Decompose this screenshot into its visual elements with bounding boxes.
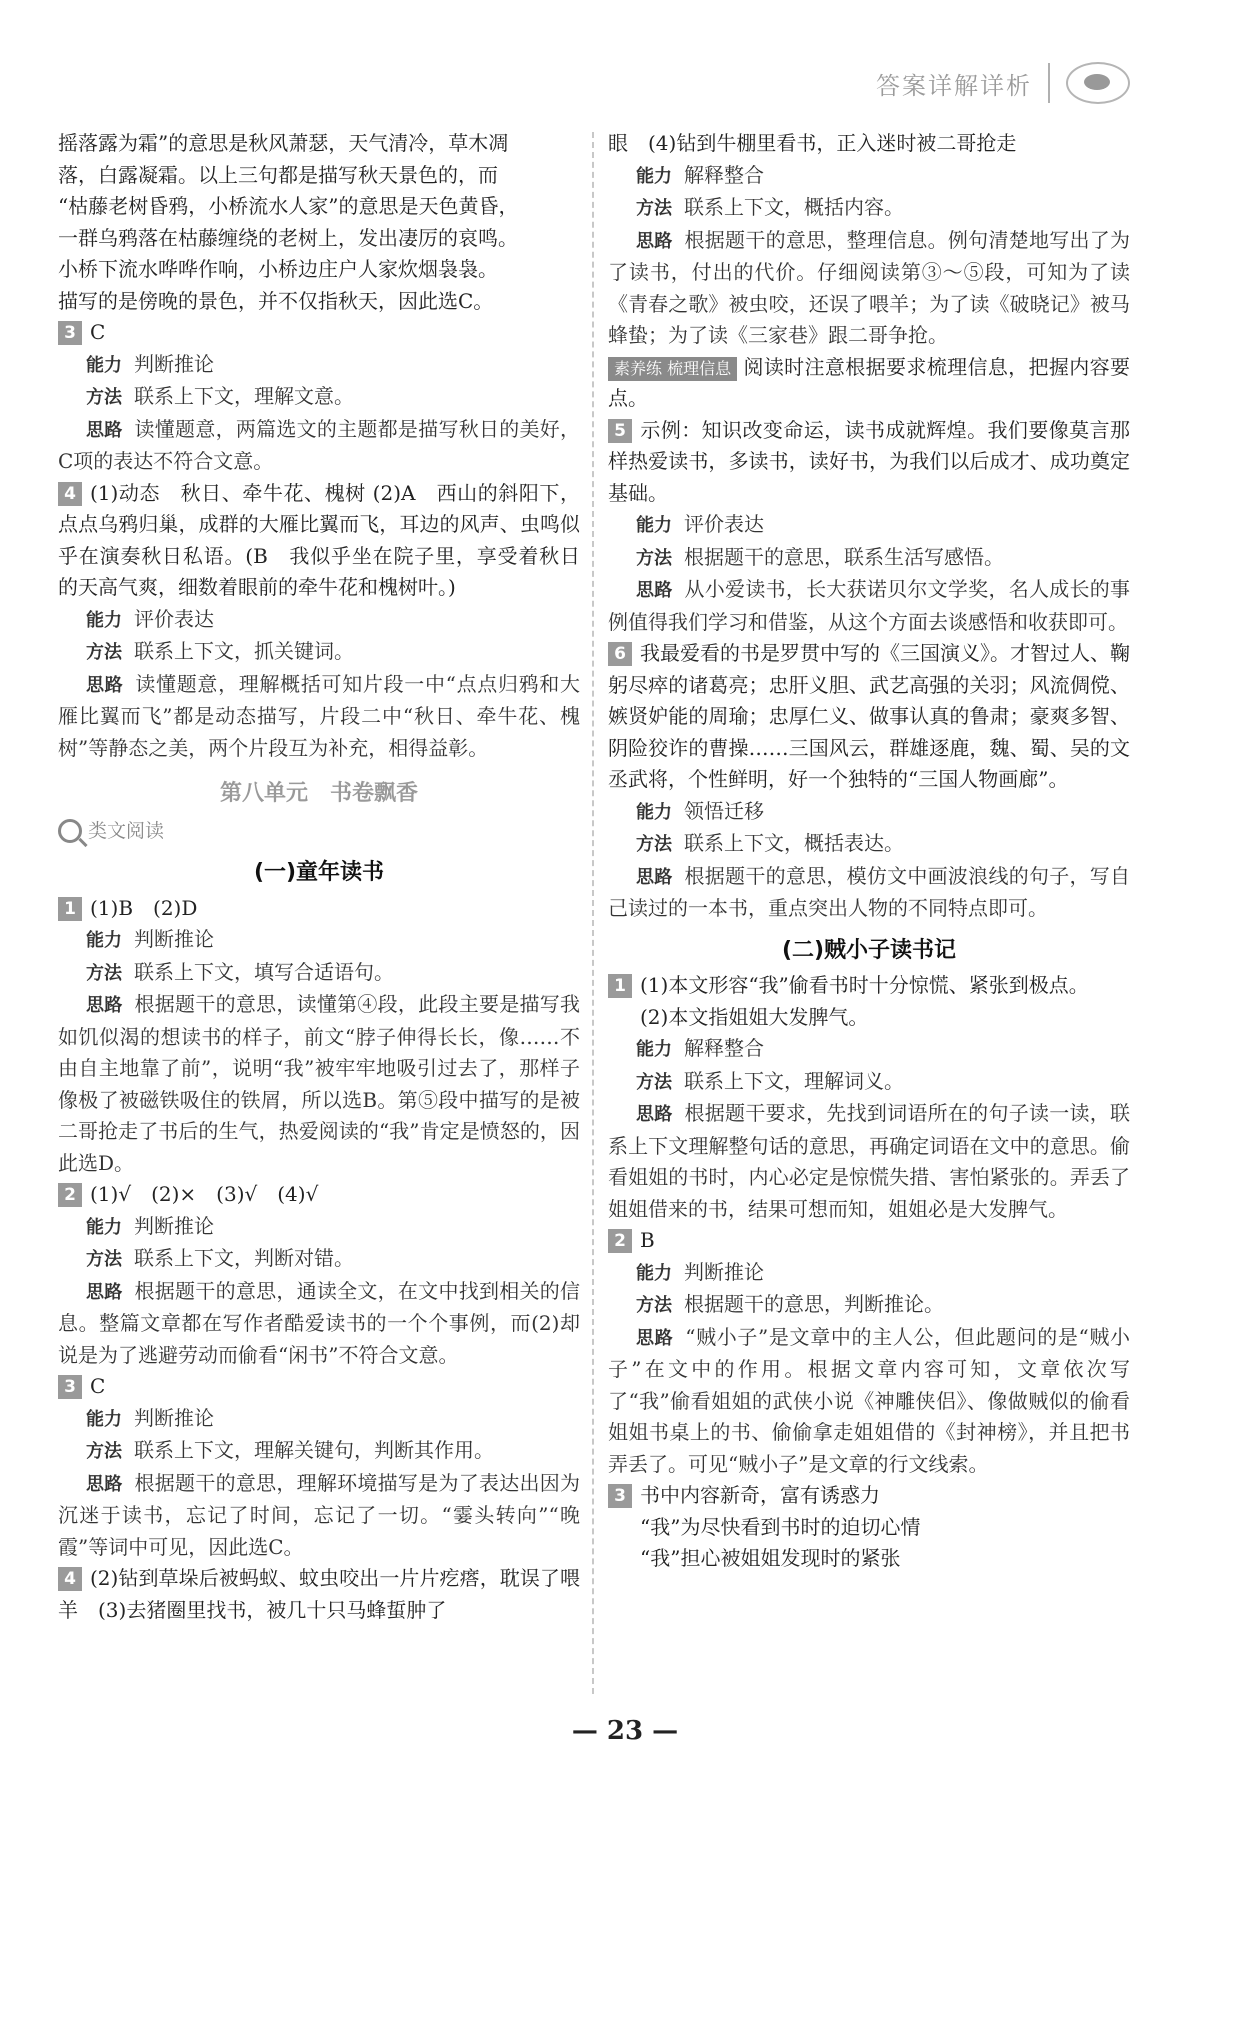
idea-tag: 思路	[636, 230, 673, 252]
answer-text: 我最爱看的书是罗贯中写的《三国演义》。才智过人、鞠躬尽瘁的诸葛亮；忠肝义胆、武艺高强的关羽；风流倜傥、嫉贤妒能的周瑜；忠厚仁义、做事认真的鲁肃；豪爽多智、阴险狡诈的曹操……三国风云，群雄逐鹿，魏、蜀、吴的文丞武将，个性鲜明，好一个独特的“三国人物画廊”。	[608, 641, 1130, 791]
method-text: 根据题干的意思，判断推论。	[684, 1292, 944, 1316]
section-title: (一)童年读书	[253, 860, 385, 885]
ability-line	[58, 924, 580, 957]
method-text: 联系上下文，理解词义。	[684, 1068, 904, 1093]
ability-text: 判断推论	[134, 1405, 214, 1430]
answer-line	[608, 1002, 1130, 1034]
method-text: 联系上下文，理解关键句，判断其作用。	[134, 1438, 494, 1462]
method-line	[608, 1289, 1130, 1322]
answer-text: C	[90, 320, 106, 344]
ability-line	[58, 1403, 580, 1436]
question-answer	[608, 1480, 1130, 1512]
question-number: 2	[608, 1229, 632, 1253]
idea-tag: 思路	[86, 1281, 123, 1303]
ability-tag: 能力	[636, 165, 672, 187]
ability-text: 评价表达	[134, 606, 214, 631]
method-tag: 方法	[86, 1249, 122, 1270]
question-answer	[608, 638, 1130, 796]
text-line: 小桥下流水哗哗作响，小桥边庄户人家炊烟袅袅。	[58, 257, 498, 281]
method-text: 联系上下文，判断对错。	[134, 1246, 354, 1270]
idea-tag: 思路	[86, 419, 123, 441]
ability-tag: 能力	[86, 1216, 122, 1238]
unit-title: 第八单元 书卷飘香	[219, 781, 418, 806]
practice-text: 阅读时注意根据要求梳理信息，把握内容要点。	[608, 354, 1130, 410]
idea-text: “贼小子”是文章中的主人公，但此题问的是“贼小子”在文中的作用。根据文章内容可知，文章依次写了“我”偷看姐姐的武侠小说《神雕侠侣》、像做贼似的偷看姐姐书桌上的书、偷偷拿走姐姐借的《封神榜》，并且把书弄丢了。可见“贼小子”是文章的行文线索。	[608, 1324, 1130, 1476]
idea-tag: 思路	[86, 1473, 123, 1495]
idea-tag: 思路	[636, 1327, 674, 1349]
method-line	[608, 828, 1130, 861]
question-answer	[58, 893, 580, 925]
method-text: 联系上下文，概括内容。	[684, 195, 904, 219]
ability-tag: 能力	[86, 609, 122, 631]
question-answer	[608, 415, 1130, 510]
method-line	[608, 192, 1130, 225]
header-separator	[1048, 63, 1050, 103]
idea-text: 根据题干的意思，理解环境描写是为了表达出因为沉迷于读书，忘记了时间，忘记了一切。“霎头转向”“晚霞”等词中可见，因此选C。	[58, 1470, 581, 1559]
text-line: 落，白露凝霜。以上三句都是描写秋天景色的，而	[58, 162, 498, 187]
text-line: “枯藤老树昏鸦，小桥流水人家”的意思是天色黄昏，	[58, 194, 519, 218]
answer-text: (2)钻到草垛后被蚂蚁、蚊虫咬出一片片疙瘩，耽误了喂羊 (3)去猪圈里找书，被几十只马蜂蜇肿了	[58, 1566, 580, 1622]
answer-text: 示例：知识改变命运，读书成就辉煌。我们要像莫言那样热爱读书，多读书，读好书，为我们以后成才、成功奠定基础。	[608, 417, 1130, 505]
ability-tag: 能力	[86, 1408, 122, 1430]
idea-line	[608, 861, 1130, 925]
method-line	[608, 542, 1130, 575]
right-column	[608, 128, 1130, 1575]
question-answer	[58, 317, 580, 349]
method-tag: 方法	[636, 198, 672, 219]
idea-tag: 思路	[636, 580, 673, 601]
ability-text: 解释整合	[684, 162, 764, 187]
ability-tag: 能力	[636, 1039, 672, 1060]
idea-line	[58, 414, 580, 478]
section-title: (二)贼小子读书记	[781, 937, 957, 963]
ability-line	[608, 796, 1130, 829]
ability-tag: 能力	[636, 801, 672, 823]
method-line	[608, 1066, 1130, 1099]
page-number: — 23 —	[571, 1716, 679, 1746]
answer-text: (2)本文指姐姐大发脾气。	[640, 1004, 869, 1029]
ability-line	[608, 1257, 1130, 1290]
idea-text: 根据题干的意思，通读全文，在文中找到相关的信息。整篇文章都在写作者酷爱读书的一个个事例，而(2)却说是为了逃避劳动而偷看“闲书”不符合文意。	[58, 1278, 581, 1367]
question-number: 5	[608, 419, 632, 443]
publisher-logo-icon	[1066, 62, 1130, 104]
idea-text: 根据题干的意思，整理信息。例句清楚地写出了为了读书，付出的代价。仔细阅读第③～⑤段，可知为了读《青春之歌》被虫咬，还误了喂羊；为了读《破晓记》被马蜂蛰；为了读《三家巷》跟二哥争抢。	[608, 227, 1131, 347]
idea-line	[58, 989, 580, 1179]
idea-text: 根据题干的意思，模仿文中画波浪线的句子，写自己读过的一本书，重点突出人物的不同特点即可。	[608, 863, 1131, 920]
idea-line	[608, 225, 1130, 352]
answer-text: “我”担心被姐姐发现时的紧张	[640, 1546, 901, 1570]
question-answer	[608, 1225, 1130, 1257]
question-answer	[58, 1179, 580, 1211]
page-header	[876, 62, 1130, 104]
ability-line	[608, 1033, 1130, 1066]
practice-badge: 素养练 梳理信息	[608, 357, 737, 381]
idea-line	[58, 669, 580, 765]
question-number: 3	[58, 321, 82, 345]
method-tag: 方法	[636, 1295, 672, 1316]
answer-continuation: 眼 (4)钻到牛棚里看书，正入迷时被二哥抢走	[608, 131, 1017, 155]
ability-text: 判断推论	[134, 1213, 214, 1238]
method-line	[58, 1243, 580, 1276]
ability-tag: 能力	[86, 354, 122, 376]
question-number: 1	[58, 897, 82, 921]
text-line: 摇落露为霜”的意思是秋风萧瑟，天气清冷，草木凋	[58, 131, 509, 155]
method-line	[58, 381, 580, 414]
column-divider	[592, 132, 594, 1694]
ability-text: 判断推论	[684, 1259, 764, 1284]
answer-line	[608, 1543, 1130, 1575]
question-answer	[58, 1371, 580, 1403]
method-tag: 方法	[86, 962, 122, 984]
question-number: 1	[608, 974, 632, 998]
ability-line	[58, 604, 580, 637]
answer-text: C	[90, 1374, 106, 1398]
answer-text: “我”为尽快看到书时的迫切心情	[640, 1514, 921, 1539]
ability-tag: 能力	[86, 930, 122, 951]
idea-line	[58, 1276, 580, 1372]
ability-text: 解释整合	[684, 1036, 764, 1060]
left-column	[58, 128, 580, 1626]
ability-tag: 能力	[636, 515, 672, 536]
practice-note	[608, 352, 1130, 415]
answer-text: B	[640, 1228, 655, 1252]
text-line: 一群乌鸦落在枯藤缠绕的老树上，发出凄厉的哀鸣。	[58, 225, 518, 250]
ability-text: 领悟迁移	[684, 798, 764, 823]
question-number: 4	[58, 1567, 82, 1591]
method-line	[58, 1435, 580, 1468]
ability-text: 判断推论	[134, 351, 214, 376]
ability-line	[608, 509, 1130, 542]
idea-text: 根据题干要求，先找到词语所在的句子读一读，联系上下文理解整句话的意思，再确定词语在文中的意思。偷看姐姐的书时，内心必定是惊慌失措、害怕紧张的。弄丢了姐姐借来的书，结果可想而知，姐姐必是大发脾气。	[608, 1101, 1131, 1221]
answer-text: 书中内容新奇，富有诱惑力	[640, 1483, 880, 1507]
method-tag: 方法	[86, 642, 122, 663]
method-line	[58, 636, 580, 669]
answer-line	[608, 1512, 1130, 1544]
header-title: 答案详解详析	[876, 71, 1032, 100]
idea-line	[58, 1468, 580, 1564]
idea-tag: 思路	[636, 1104, 673, 1125]
method-text: 联系上下文，理解文意。	[134, 384, 354, 408]
answer-text: (1)动态 秋日、牵牛花、槐树 (2)A 西山的斜阳下，点点乌鸦归巢，成群的大雁比翼而飞，耳边的风声、虫鸣似乎在演奏秋日私语。(B 我似乎坐在院子里，享受着秋日的天高气爽，细数着眼前的牵牛花和槐树叶。)	[58, 480, 580, 599]
text-line: 描写的是傍晚的景色，并不仅指秋天，因此选C。	[58, 288, 494, 313]
question-answer	[608, 970, 1130, 1002]
answer-text: (1)√ (2)× (3)√ (4)√	[90, 1182, 319, 1206]
magnifier-icon	[58, 819, 82, 843]
idea-tag: 思路	[86, 674, 124, 696]
question-number: 6	[608, 642, 632, 666]
ability-tag: 能力	[636, 1262, 672, 1284]
method-text: 联系上下文，填写合适语句。	[134, 959, 394, 984]
ability-text: 评价表达	[684, 512, 764, 536]
idea-text: 读懂题意，理解概括可知片段一中“点点归鸦和大雁比翼而飞”都是动态描写，片段二中“秋日、牵牛花、槐树”等静态之美，两个片段互为补充，相得益彰。	[58, 671, 580, 760]
method-tag: 方法	[636, 547, 672, 569]
idea-text: 根据题干的意思，读懂第④段，此段主要是描写我如饥似渴的想读书的样子，前文“脖子伸得长长，像……不由自主地靠了前”，说明“我”被牢牢地吸引过去了，那样子像极了被磁铁吸住的铁屑，所以选B。第⑤段中描写的是被二哥抢走了书后的生气，热爱阅读的“我”肯定是愤怒的，因此选D。	[58, 992, 581, 1175]
ability-line	[58, 1211, 580, 1244]
idea-tag: 思路	[86, 995, 123, 1016]
answer-text: (1)本文形容“我”偷看书时十分惊慌、紧张到极点。	[640, 973, 1089, 997]
question-number: 3	[58, 1375, 82, 1399]
question-number: 2	[58, 1183, 82, 1207]
ability-line	[58, 349, 580, 382]
reading-label: 类文阅读	[88, 819, 165, 842]
method-tag: 方法	[636, 1071, 672, 1093]
question-number: 3	[608, 1484, 632, 1508]
idea-line	[608, 1098, 1130, 1225]
ability-text: 判断推论	[134, 927, 214, 951]
method-text: 联系上下文，抓关键词。	[134, 639, 354, 663]
idea-line	[608, 574, 1130, 638]
idea-text: 读懂题意，两篇选文的主题都是描写秋日的美好，C项的表达不符合文意。	[58, 416, 581, 473]
question-answer	[58, 478, 580, 604]
reading-heading	[58, 816, 580, 848]
method-tag: 方法	[86, 1441, 122, 1462]
method-text: 联系上下文，概括表达。	[684, 831, 904, 855]
question-answer	[58, 1563, 580, 1626]
method-text: 根据题干的意思，联系生活写感悟。	[684, 544, 1004, 569]
answer-text: (1)B (2)D	[90, 895, 198, 920]
idea-tag: 思路	[636, 866, 673, 888]
idea-text: 从小爱读书，长大获诺贝尔文学奖，名人成长的事例值得我们学习和借鉴，从这个方面去谈感悟和收获即可。	[608, 577, 1131, 634]
method-line	[58, 957, 580, 990]
question-number: 4	[58, 482, 82, 506]
method-tag: 方法	[86, 387, 122, 408]
method-tag: 方法	[636, 834, 672, 855]
ability-line	[608, 160, 1130, 193]
idea-line	[608, 1322, 1130, 1481]
